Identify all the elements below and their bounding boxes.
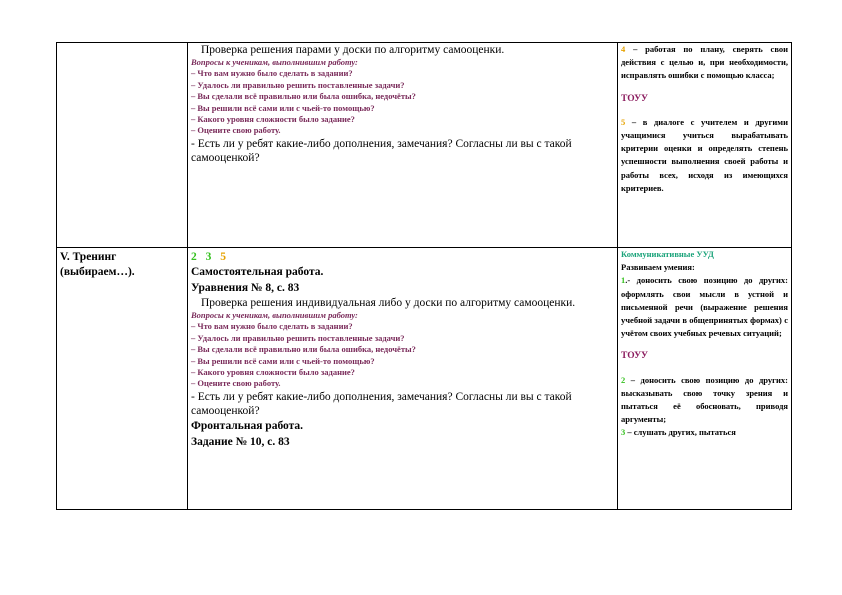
check-intro: Проверка решения индивидуальная либо у доски по алгоритму самооценки. xyxy=(201,297,576,309)
activity-cell xyxy=(188,248,618,510)
questions-header: Вопросы к ученикам, выполнившим работу: xyxy=(191,57,358,67)
table-row xyxy=(57,43,792,248)
equations-reference: Уравнения № 8, с. 83 xyxy=(191,282,300,294)
uud-cell xyxy=(618,43,792,248)
frontal-work-heading: Фронтальная работа. xyxy=(191,419,304,432)
task-reference: Задание № 10, с. 83 xyxy=(191,435,290,448)
question-item: – Какого уровня сложности было задание? xyxy=(191,367,355,378)
uud-item-text: – в диалоге с учителем и другими учащимися учиться вырабатывать критерии оценки и определять степень успешности выполнения своей работы и работы всех, исходя из имеющихся критериев. xyxy=(621,116,788,193)
toy-label: ТОУУ xyxy=(621,93,649,104)
uud-item-text: .- доносить свою позицию до других: оформлять свои мысли в устной и письменной речи (выражение решения учебной задачи в общепринятых формах) с учётом своих учебных речевых ситуаций; xyxy=(621,275,788,339)
uud-item-text: – доносить свою позицию до других: высказывать свою точку зрения и пытаться её обосновать, приводя аргументы; xyxy=(621,374,788,425)
questions-block xyxy=(191,57,614,137)
level-badge: 3 xyxy=(205,251,212,263)
stage-title xyxy=(60,248,184,280)
uud-heading: Коммуникативные УУД xyxy=(621,249,714,259)
question-item: – Вы решили всё сами или с чьей-то помощью? xyxy=(191,355,375,366)
develop-skills-label: Развиваем умения: xyxy=(621,262,695,273)
question-item: – Какого уровня сложности было задание? xyxy=(191,114,355,125)
uud-item-text: – работая по плану, сверять свои действия с целью и, при необходимости, исправлять ошибки с помощью класса; xyxy=(621,44,788,81)
stage-subtitle: (выбираем…). xyxy=(60,266,135,278)
question-item: – Удалось ли правильно решить поставленные задачи? xyxy=(191,79,405,90)
activity-cell xyxy=(188,43,618,248)
questions-header: Вопросы к ученикам, выполнившим работу: xyxy=(191,310,358,320)
question-item: – Вы сделали всё правильно или была ошибка, недочёты? xyxy=(191,344,416,355)
uud-text xyxy=(621,248,788,440)
table-row xyxy=(57,248,792,510)
level-4-badge: 4 xyxy=(621,44,626,54)
question-item: – Удалось ли правильно решить поставленные задачи? xyxy=(191,332,405,343)
toy-label: ТОУУ xyxy=(621,351,649,362)
question-item: – Оцените свою работу. xyxy=(191,378,281,389)
level-5-badge: 5 xyxy=(621,116,626,127)
stage-name: V. Тренинг xyxy=(60,251,117,263)
question-item: – Что вам нужно было сделать в задании? xyxy=(191,321,353,332)
uud-cell xyxy=(618,248,792,510)
level-badge: 5 xyxy=(220,251,226,263)
closing-question: - Есть ли у ребят какие-либо дополнения, замечания? Согласны ли вы с такой самооценкой? xyxy=(191,137,572,164)
difficulty-levels xyxy=(191,248,614,264)
question-item: – Оцените свою работу. xyxy=(191,125,281,136)
level-2-badge: 2 xyxy=(621,374,626,385)
lesson-plan-table xyxy=(56,42,792,510)
question-item: – Вы решили всё сами или с чьей-то помощью? xyxy=(191,102,375,113)
check-intro: Проверка решения парами у доски по алгоритму самооценки. xyxy=(201,44,505,56)
level-3-badge: 3 xyxy=(621,427,626,438)
level-1-badge: 1 xyxy=(621,275,626,286)
stage-cell-empty xyxy=(57,43,188,248)
level-badge: 2 xyxy=(191,251,197,263)
uud-text xyxy=(621,43,788,195)
stage-cell xyxy=(57,248,188,510)
uud-item-text: – слушать других, пытаться xyxy=(625,427,736,438)
independent-work-heading: Самостоятельная работа. xyxy=(191,266,324,278)
question-item: – Что вам нужно было сделать в задании? xyxy=(191,68,353,79)
question-item: – Вы сделали всё правильно или была ошибка, недочёты? xyxy=(191,91,416,102)
questions-block xyxy=(191,310,614,390)
closing-question: - Есть ли у ребят какие-либо дополнения, замечания? Согласны ли вы с такой самооценкой? xyxy=(191,390,572,417)
